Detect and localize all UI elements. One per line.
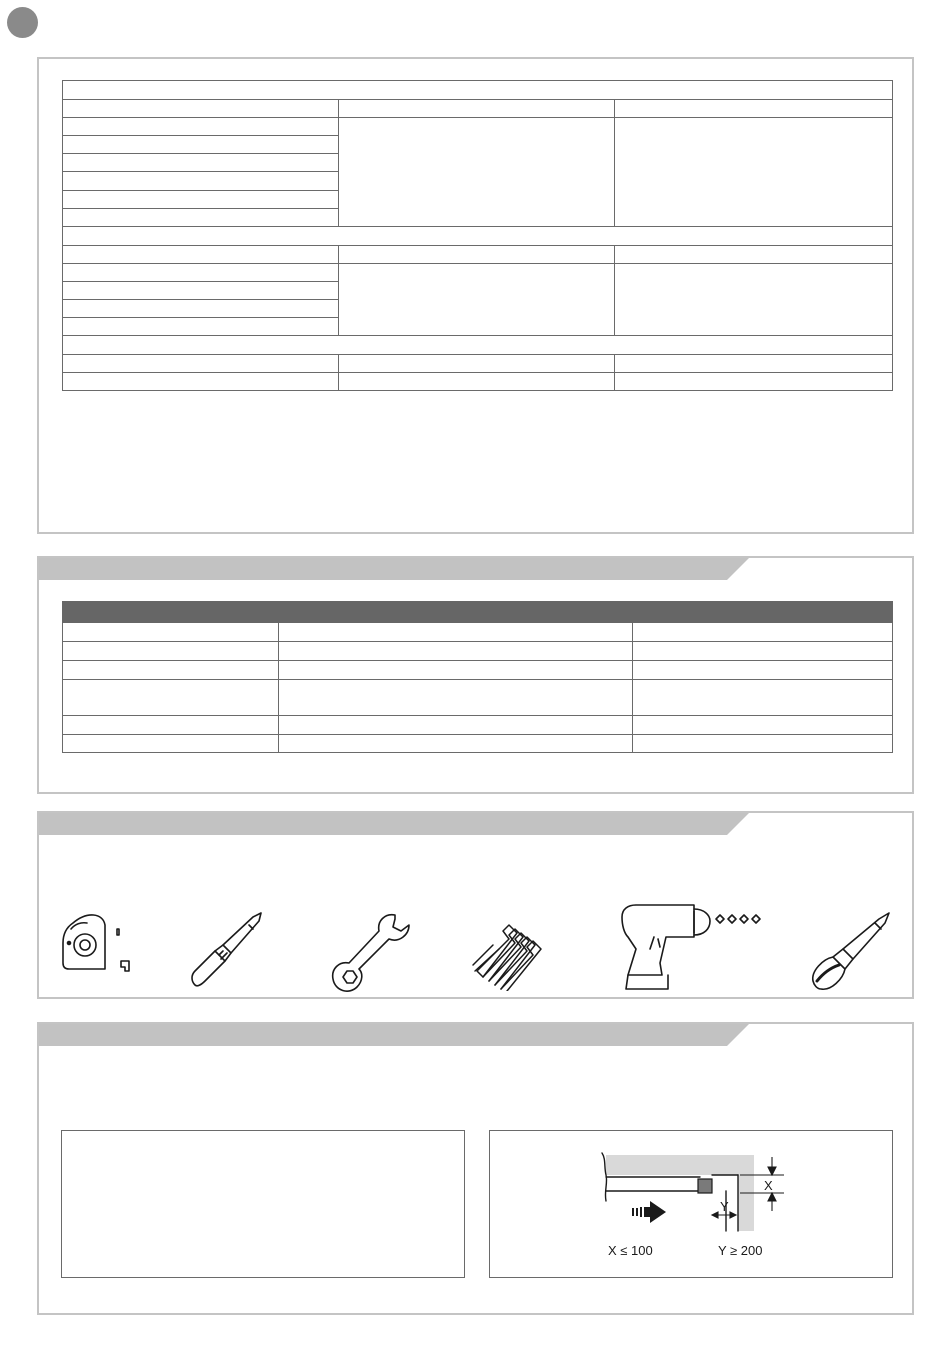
tape-measure-icon bbox=[59, 911, 135, 981]
table-row bbox=[63, 100, 893, 118]
table-row bbox=[63, 227, 893, 246]
left-illustration-box bbox=[61, 1130, 465, 1278]
dimension-x-label: X bbox=[764, 1178, 773, 1193]
table-row bbox=[63, 716, 893, 735]
dimension-y-label: Y bbox=[720, 1199, 729, 1214]
constraint-y-text: Y ≥ 200 bbox=[718, 1243, 763, 1258]
table-row bbox=[63, 373, 893, 391]
clearance-diagram-box bbox=[489, 1130, 893, 1278]
components-panel bbox=[37, 556, 914, 794]
constraint-x-text: X ≤ 100 bbox=[608, 1243, 653, 1258]
table-row bbox=[63, 264, 893, 282]
table-row bbox=[63, 661, 893, 680]
table-header-cell bbox=[63, 602, 893, 623]
installation-panel bbox=[37, 1022, 914, 1315]
section-header-band bbox=[39, 813, 749, 835]
page-number-marker bbox=[7, 7, 38, 38]
table-row bbox=[63, 735, 893, 753]
table-row bbox=[63, 81, 893, 100]
wrench-icon bbox=[329, 911, 419, 1001]
clearance-diagram bbox=[490, 1131, 892, 1277]
section-header-band bbox=[39, 558, 749, 580]
table-header-row bbox=[63, 602, 893, 623]
direction-arrow-icon bbox=[632, 1201, 666, 1223]
specification-panel bbox=[37, 57, 914, 534]
flat-screwdriver-icon bbox=[189, 911, 273, 995]
table-row bbox=[63, 355, 893, 373]
table-row bbox=[63, 642, 893, 661]
table-row bbox=[63, 246, 893, 264]
table-row bbox=[63, 118, 893, 136]
electric-drill-icon bbox=[614, 903, 764, 993]
specification-table bbox=[62, 80, 893, 391]
section-header-band bbox=[39, 1024, 749, 1046]
phillips-screwdriver-icon bbox=[809, 911, 899, 997]
table-row bbox=[63, 336, 893, 355]
table-row bbox=[63, 623, 893, 642]
tools-panel bbox=[37, 811, 914, 999]
table-row bbox=[63, 680, 893, 716]
hex-key-set-icon bbox=[469, 911, 559, 991]
components-table bbox=[62, 601, 893, 753]
